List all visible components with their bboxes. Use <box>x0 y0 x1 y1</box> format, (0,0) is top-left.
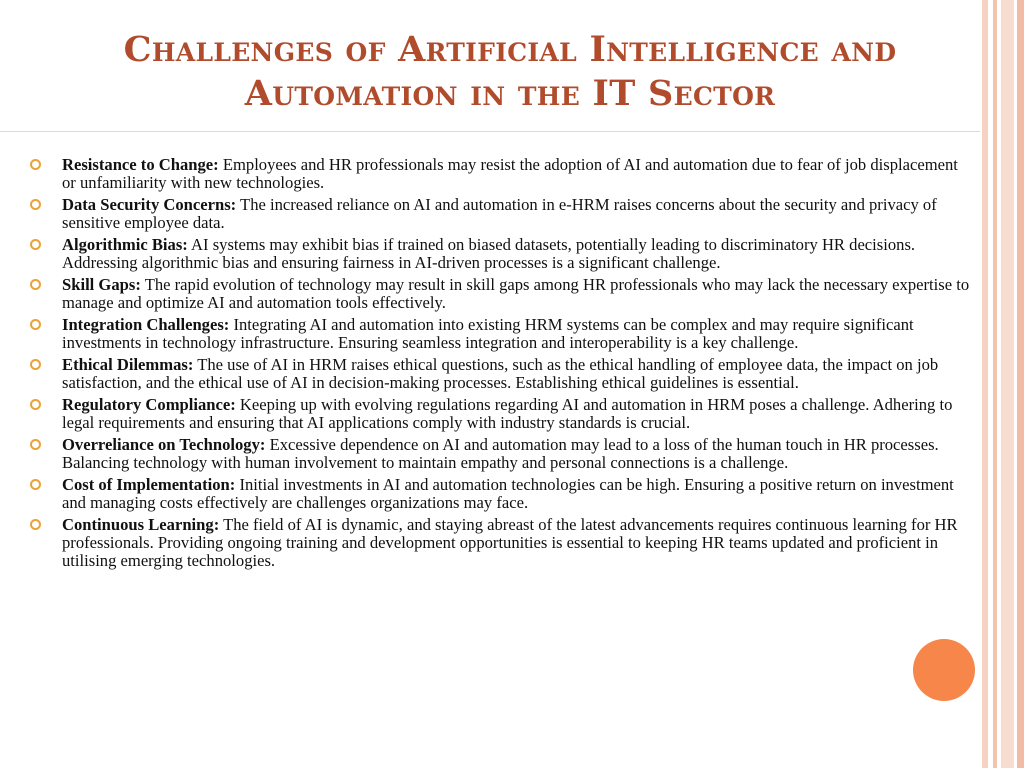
bullet-list <box>30 156 970 574</box>
bullet-item <box>30 316 970 352</box>
slide-title-line-2: Automation in the IT Sector <box>244 73 776 114</box>
bullet-term: Data Security Concerns: <box>62 195 237 214</box>
bullet-ring-icon <box>30 199 41 210</box>
bullet-item <box>30 196 970 232</box>
bullet-text: The increased reliance on AI and automation in e-HRM raises concerns about the security and privacy of sensitive employee data. <box>62 195 937 232</box>
bullet-item <box>30 436 970 472</box>
bullet-ring-icon <box>30 359 41 370</box>
slide-title <box>60 28 960 116</box>
bullet-item <box>30 516 970 570</box>
bullet-ring-icon <box>30 239 41 250</box>
orange-circle-decoration <box>913 639 975 701</box>
bullet-ring-icon <box>30 519 41 530</box>
bullet-text: The use of AI in HRM raises ethical questions, such as the ethical handling of employee data, the impact on job satisfaction, and the ethical use of AI in decision-making processes. Establishing ethical guidelines is essential. <box>62 355 939 392</box>
bullet-item <box>30 356 970 392</box>
bullet-term: Regulatory Compliance: <box>62 395 236 414</box>
bullet-term: Overreliance on Technology: <box>62 435 266 454</box>
bullet-ring-icon <box>30 439 41 450</box>
bullet-text: AI systems may exhibit bias if trained on biased datasets, potentially leading to discriminatory HR decisions. Addressing algorithmic bias and ensuring fairness in AI-driven processes is a significant challenge. <box>62 235 916 272</box>
bullet-text: Integrating AI and automation into existing HRM systems can be complex and may require significant investments in technology infrastructure. Ensuring seamless integration and interoperability is a key challenge. <box>62 315 914 352</box>
bullet-ring-icon <box>30 159 41 170</box>
title-divider <box>0 131 980 132</box>
bullet-ring-icon <box>30 319 41 330</box>
bullet-term: Skill Gaps: <box>62 275 141 294</box>
bullet-term: Algorithmic Bias: <box>62 235 188 254</box>
bullet-term: Continuous Learning: <box>62 515 220 534</box>
bullet-item <box>30 396 970 432</box>
bullet-text: Employees and HR professionals may resist the adoption of AI and automation due to fear of job displacement or unfamiliarity with new technologies. <box>62 155 958 192</box>
bullet-text: Excessive dependence on AI and automation may lead to a loss of the human touch in HR processes. Balancing technology with human involvement to maintain empathy and personal connections is a challenge. <box>62 435 939 472</box>
bullet-ring-icon <box>30 479 41 490</box>
bullet-item <box>30 156 970 192</box>
bullet-text: Initial investments in AI and automation technologies can be high. Ensuring a positive return on investment and managing costs effectively are challenges organizations may face. <box>62 475 954 512</box>
decorative-stripe <box>982 0 988 768</box>
bullet-term: Integration Challenges: <box>62 315 230 334</box>
bullet-term: Ethical Dilemmas: <box>62 355 194 374</box>
bullet-term: Resistance to Change: <box>62 155 219 174</box>
decorative-stripe <box>1001 0 1014 768</box>
decorative-stripe <box>993 0 997 768</box>
decorative-stripe <box>1017 0 1024 768</box>
bullet-item <box>30 236 970 272</box>
bullet-text: Keeping up with evolving regulations regarding AI and automation in HRM poses a challenge. Adhering to legal requirements and ensuring that AI applications comply with industry standards is crucial. <box>62 395 953 432</box>
bullet-text: The rapid evolution of technology may result in skill gaps among HR professionals who may lack the necessary expertise to manage and optimize AI and automation tools effectively. <box>62 275 970 312</box>
slide-title-line-1: Challenges of Artificial Intelligence and <box>123 29 897 70</box>
bullet-item <box>30 276 970 312</box>
bullet-item <box>30 476 970 512</box>
bullet-text: The field of AI is dynamic, and staying abreast of the latest advancements requires continuous learning for HR professionals. Providing ongoing training and development opportunities is essential to keeping HR teams updated and proficient in utilising emerging technologies. <box>62 515 958 570</box>
bullet-ring-icon <box>30 279 41 290</box>
bullet-ring-icon <box>30 399 41 410</box>
bullet-term: Cost of Implementation: <box>62 475 236 494</box>
